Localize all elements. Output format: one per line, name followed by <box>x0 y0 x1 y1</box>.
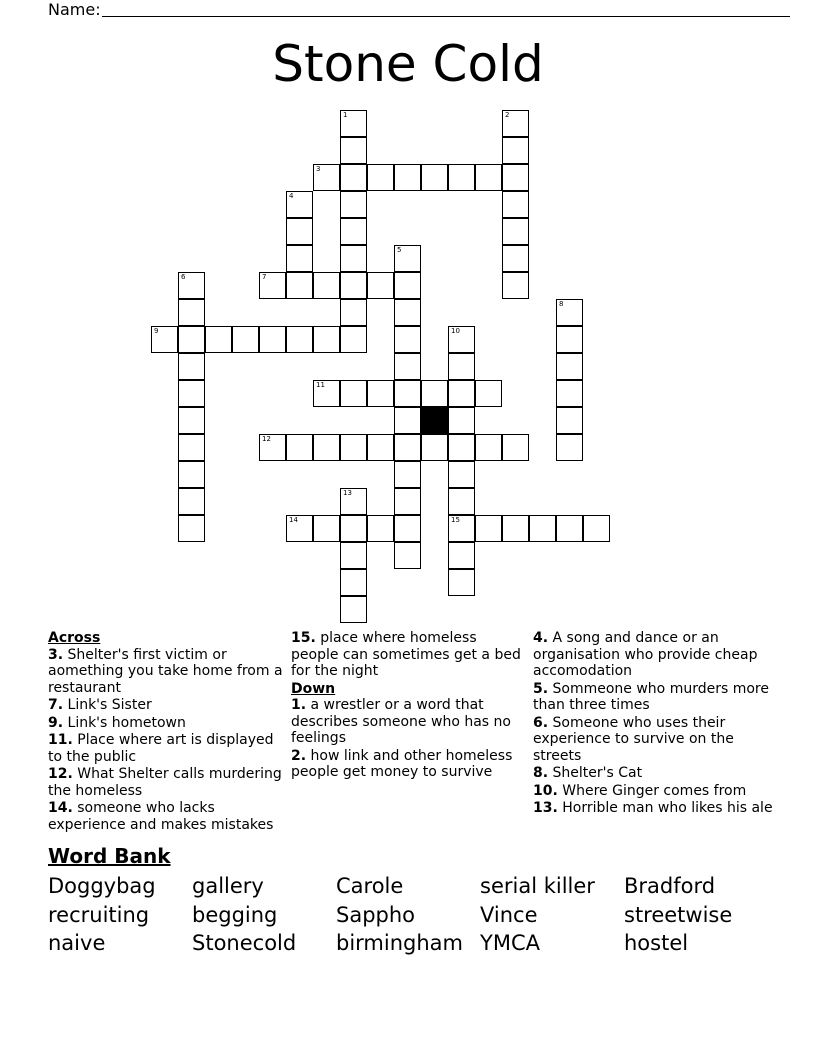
grid-cell[interactable] <box>178 326 205 353</box>
grid-cell[interactable] <box>448 434 475 461</box>
grid-cell[interactable] <box>340 164 367 191</box>
down-header: Down <box>291 680 336 697</box>
grid-cell[interactable] <box>178 353 205 380</box>
grid-cell[interactable] <box>394 461 421 488</box>
clue-number-label: 12. <box>48 766 73 782</box>
grid-cell[interactable] <box>340 326 367 353</box>
grid-cell[interactable] <box>556 515 583 542</box>
word-bank-item: gallery <box>192 874 264 898</box>
clue-number: 8 <box>559 300 564 308</box>
grid-cell[interactable] <box>583 515 610 542</box>
grid-cell[interactable] <box>502 272 529 299</box>
grid-cell[interactable] <box>556 326 583 353</box>
clue-text: Someone who uses their experience to survive on the streets <box>533 714 734 764</box>
grid-cell[interactable] <box>178 461 205 488</box>
clue-text: What Shelter calls murdering the homeless <box>48 766 282 799</box>
clue-item <box>48 647 284 697</box>
grid-cell[interactable] <box>259 326 286 353</box>
clue-number: 3 <box>316 165 321 173</box>
grid-cell[interactable] <box>340 245 367 272</box>
clue-text: Shelter's Cat <box>548 765 643 781</box>
grid-cell[interactable] <box>340 137 367 164</box>
grid-cell[interactable] <box>178 407 205 434</box>
clue-item <box>533 630 773 680</box>
clue-number: 13 <box>343 489 352 497</box>
grid-cell[interactable] <box>178 515 205 542</box>
grid-cell[interactable] <box>475 380 502 407</box>
clue-item <box>48 732 284 765</box>
grid-cell[interactable] <box>340 272 367 299</box>
across-clues-continued <box>291 630 523 680</box>
clue-number: 6 <box>181 273 186 281</box>
grid-cell[interactable] <box>394 488 421 515</box>
grid-cell[interactable] <box>340 569 367 596</box>
grid-cell[interactable] <box>178 380 205 407</box>
grid-cell[interactable] <box>448 164 475 191</box>
grid-cell[interactable] <box>502 164 529 191</box>
word-bank-item: naive <box>48 931 106 955</box>
word-bank-item: streetwise <box>624 903 733 927</box>
grid-cell[interactable] <box>394 542 421 569</box>
grid-cell[interactable] <box>367 380 394 407</box>
across-header: Across <box>48 630 101 646</box>
grid-cell[interactable] <box>340 191 367 218</box>
clue-text: Place where art is displayed to the public <box>48 732 274 765</box>
grid-cell[interactable] <box>313 515 340 542</box>
grid-cell[interactable] <box>394 164 421 191</box>
word-bank-item: serial killer <box>480 874 595 898</box>
clue-number-label: 15. <box>291 630 316 646</box>
grid-cell[interactable] <box>340 542 367 569</box>
word-bank-item: Vince <box>480 903 538 927</box>
grid-cell[interactable] <box>394 515 421 542</box>
clue-item <box>291 697 523 747</box>
grid-cell[interactable] <box>313 272 340 299</box>
clue-number-label: 13. <box>533 800 558 816</box>
clue-number-label: 1. <box>291 697 307 713</box>
clue-number-label: 4. <box>533 630 549 646</box>
clues-column-3 <box>533 630 773 818</box>
grid-cell[interactable] <box>556 434 583 461</box>
word-bank-item: YMCA <box>480 931 540 955</box>
clue-item <box>533 783 773 800</box>
grid-cell[interactable] <box>367 434 394 461</box>
clue-number: 12 <box>262 435 271 443</box>
grid-cell[interactable] <box>340 434 367 461</box>
grid-cell[interactable] <box>367 164 394 191</box>
clue-number-label: 5. <box>533 680 549 697</box>
clue-number: 4 <box>289 192 294 200</box>
grid-cell[interactable] <box>394 326 421 353</box>
grid-cell[interactable] <box>286 218 313 245</box>
clue-number: 14 <box>289 516 298 524</box>
clue-text: a wrestler or a word that describes someone who has no feelings <box>291 697 511 746</box>
clue-number: 11 <box>316 381 325 389</box>
word-bank-item: birmingham <box>336 931 463 955</box>
grid-cell[interactable] <box>448 569 475 596</box>
grid-cell[interactable] <box>394 407 421 434</box>
word-bank-item: hostel <box>624 931 689 955</box>
grid-cell[interactable] <box>205 326 232 353</box>
word-bank-item: Carole <box>336 874 404 898</box>
grid-cell[interactable] <box>394 299 421 326</box>
grid-cell[interactable] <box>367 272 394 299</box>
grid-cell[interactable] <box>340 218 367 245</box>
grid-cell[interactable] <box>340 596 367 623</box>
clue-number-label: 7. <box>48 697 64 713</box>
grid-cell[interactable] <box>448 542 475 569</box>
grid-cell[interactable] <box>178 434 205 461</box>
grid-cell[interactable] <box>340 299 367 326</box>
grid-cell[interactable] <box>178 299 205 326</box>
across-clues-list <box>48 647 284 834</box>
grid-cell[interactable] <box>340 380 367 407</box>
clue-number: 5 <box>397 246 402 254</box>
grid-cell[interactable] <box>502 218 529 245</box>
page-title: Stone Cold <box>272 35 544 93</box>
grid-cell[interactable] <box>448 488 475 515</box>
clue-item <box>533 681 773 714</box>
clue-item <box>291 630 523 680</box>
clue-number-label: 6. <box>533 714 549 731</box>
grid-cell[interactable] <box>556 380 583 407</box>
down-clues-list <box>291 697 523 781</box>
clue-number: 10 <box>451 327 460 335</box>
word-bank-item: Sappho <box>336 903 416 927</box>
grid-cell[interactable] <box>286 245 313 272</box>
clue-text: Link's hometown <box>63 714 186 731</box>
clues-column-1 <box>48 630 284 834</box>
grid-cell[interactable] <box>556 407 583 434</box>
clue-text: Where Ginger comes from <box>557 782 747 799</box>
clue-item <box>533 765 773 782</box>
grid-cell[interactable] <box>502 245 529 272</box>
clue-text: Sommeone who murders more than three times <box>533 680 769 713</box>
grid-cell[interactable] <box>394 434 421 461</box>
clue-number: 2 <box>505 111 510 119</box>
grid-cell[interactable] <box>232 326 259 353</box>
grid-cell[interactable] <box>313 434 340 461</box>
grid-cell[interactable] <box>286 326 313 353</box>
grid-cell[interactable] <box>178 488 205 515</box>
grid-cell[interactable] <box>367 515 394 542</box>
clue-item <box>533 715 773 765</box>
grid-cell[interactable] <box>502 515 529 542</box>
grid-cell[interactable] <box>340 515 367 542</box>
black-square <box>421 407 448 434</box>
clue-number-label: 14. <box>48 800 73 816</box>
clue-number: 1 <box>343 111 348 119</box>
clue-number: 7 <box>262 273 267 281</box>
clue-item <box>533 800 773 817</box>
clue-text: place where homeless people can sometimes get a bed for the night <box>291 630 521 679</box>
grid-cell[interactable] <box>448 461 475 488</box>
word-bank-item: Bradford <box>624 874 716 898</box>
clue-text: Horrible man who likes his ale <box>557 800 773 816</box>
word-bank-item: begging <box>192 903 278 927</box>
clue-text: someone who lacks experience and makes mistakes <box>48 800 274 833</box>
clue-text: Shelter's first victim or aomething you take home from a restaurant <box>48 646 283 696</box>
grid-cell[interactable] <box>529 515 556 542</box>
grid-cell[interactable] <box>448 407 475 434</box>
grid-cell[interactable] <box>394 380 421 407</box>
clue-number-label: 9. <box>48 714 64 731</box>
word-bank-item: recruiting <box>48 903 150 927</box>
grid-cell[interactable] <box>502 191 529 218</box>
clue-text: A song and dance or an organisation who provide cheap accomodation <box>533 630 758 679</box>
word-bank-title: Word Bank <box>48 844 171 868</box>
grid-cell[interactable] <box>475 515 502 542</box>
clue-number: 15 <box>451 516 460 524</box>
word-bank-item: Stonecold <box>192 931 297 955</box>
clue-item <box>48 697 284 714</box>
clue-number: 9 <box>154 327 159 335</box>
clue-number-label: 8. <box>533 765 549 781</box>
grid-cell[interactable] <box>286 272 313 299</box>
grid-cell[interactable] <box>286 434 313 461</box>
clue-number-label: 2. <box>291 747 307 764</box>
grid-cell[interactable] <box>448 353 475 380</box>
clue-item <box>48 800 284 833</box>
word-bank-item: Doggybag <box>48 874 156 898</box>
down-clues-continued <box>533 630 773 817</box>
clue-number-label: 3. <box>48 646 64 663</box>
grid-cell[interactable] <box>394 272 421 299</box>
clue-number-label: 10. <box>533 782 558 799</box>
grid-cell[interactable] <box>394 353 421 380</box>
grid-cell[interactable] <box>421 380 448 407</box>
clue-number-label: 11. <box>48 732 73 748</box>
grid-cell[interactable] <box>475 164 502 191</box>
clue-text: Link's Sister <box>63 697 152 713</box>
clue-item <box>291 748 523 781</box>
grid-cell[interactable] <box>421 434 448 461</box>
clue-text: how link and other homeless people get money to survive <box>291 747 513 780</box>
clues-column-2 <box>291 630 523 782</box>
grid-cell[interactable] <box>556 353 583 380</box>
grid-cell[interactable] <box>502 137 529 164</box>
name-label: Name: <box>48 0 101 19</box>
grid-cell[interactable] <box>313 326 340 353</box>
clue-item <box>48 766 284 799</box>
grid-cell[interactable] <box>502 434 529 461</box>
clue-item <box>48 715 284 732</box>
grid-cell[interactable] <box>475 434 502 461</box>
grid-cell[interactable] <box>421 164 448 191</box>
grid-cell[interactable] <box>448 380 475 407</box>
